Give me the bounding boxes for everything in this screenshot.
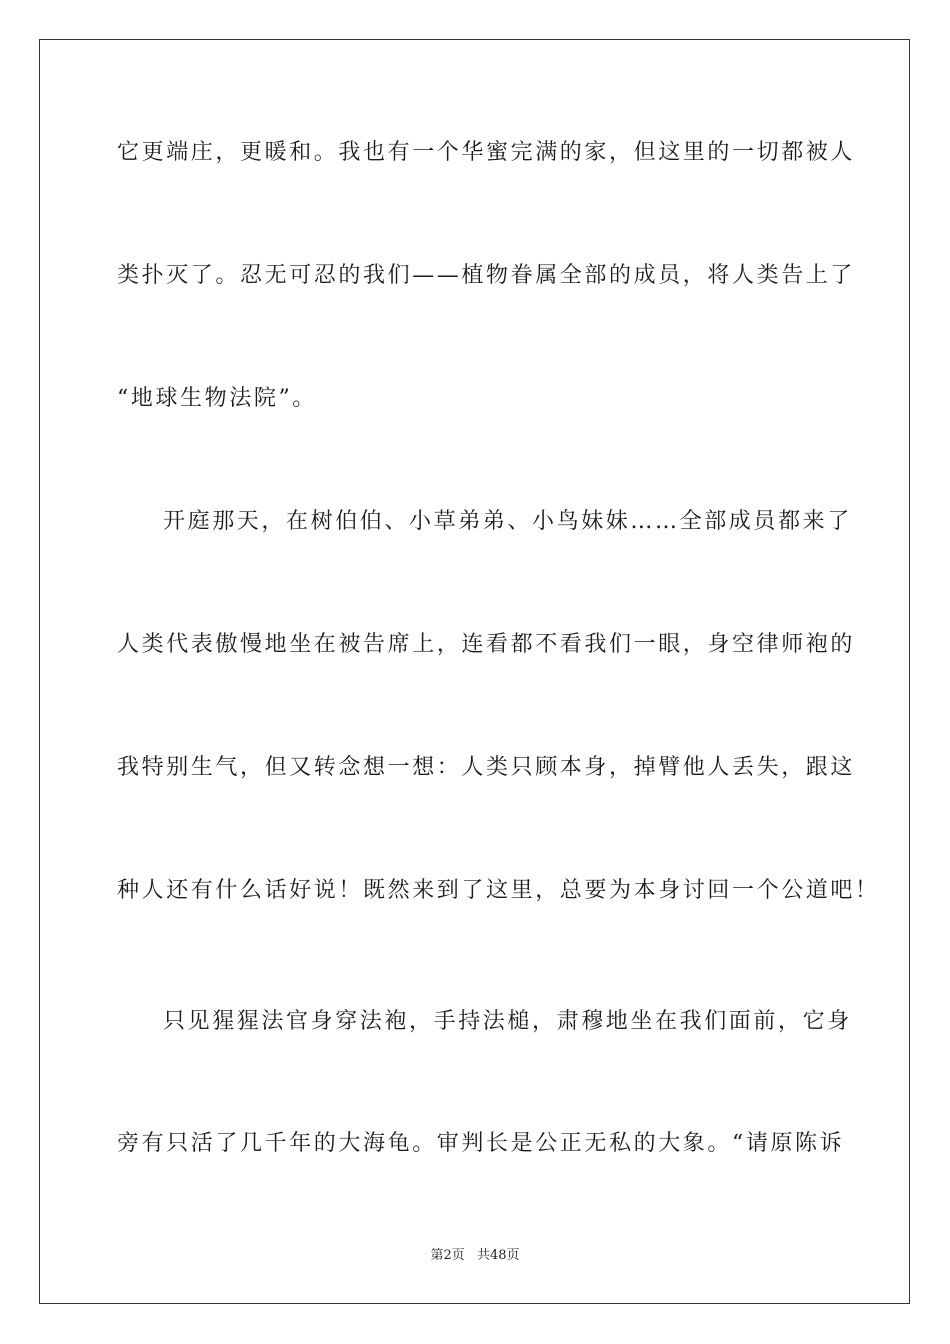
text-line-2: 类扑灭了。忍无可忍的我们——植物眷属全部的成员，将人类告上了 (117, 263, 856, 288)
paragraph-3-line-1: 只见猩猩法官身穿法袍，手持法槌，肃穆地坐在我们面前，它身 (163, 1009, 852, 1034)
text-line-1: 它更端庄，更暖和。我也有一个华蜜完满的家，但这里的一切都被人 (117, 140, 856, 165)
paragraph-2-line-1: 开庭那天，在树伯伯、小草弟弟、小鸟妹妹……全部成员都来了 (163, 509, 852, 534)
paragraph-3-line-2: 旁有只活了几千年的大海龟。审判长是公正无私的大象。“请原陈诉 (117, 1131, 845, 1156)
total-pages: 共48页 (476, 1248, 520, 1263)
page-footer (0, 1247, 950, 1265)
page-number: 第2页 (430, 1248, 465, 1263)
page-border (39, 39, 910, 1304)
paragraph-2-line-3: 我特别生气，但又转念想一想：人类只顾本身，掉臂他人丢失，跟这 (117, 755, 856, 780)
paragraph-2-line-2: 人类代表傲慢地坐在被告席上，连看都不看我们一眼，身空律师袍的 (117, 632, 856, 657)
paragraph-2-line-4: 种人还有什么话好说！既然来到了这里，总要为本身讨回一个公道吧！ (117, 878, 880, 903)
text-line-3: “地球生物法院”。 (117, 386, 317, 411)
